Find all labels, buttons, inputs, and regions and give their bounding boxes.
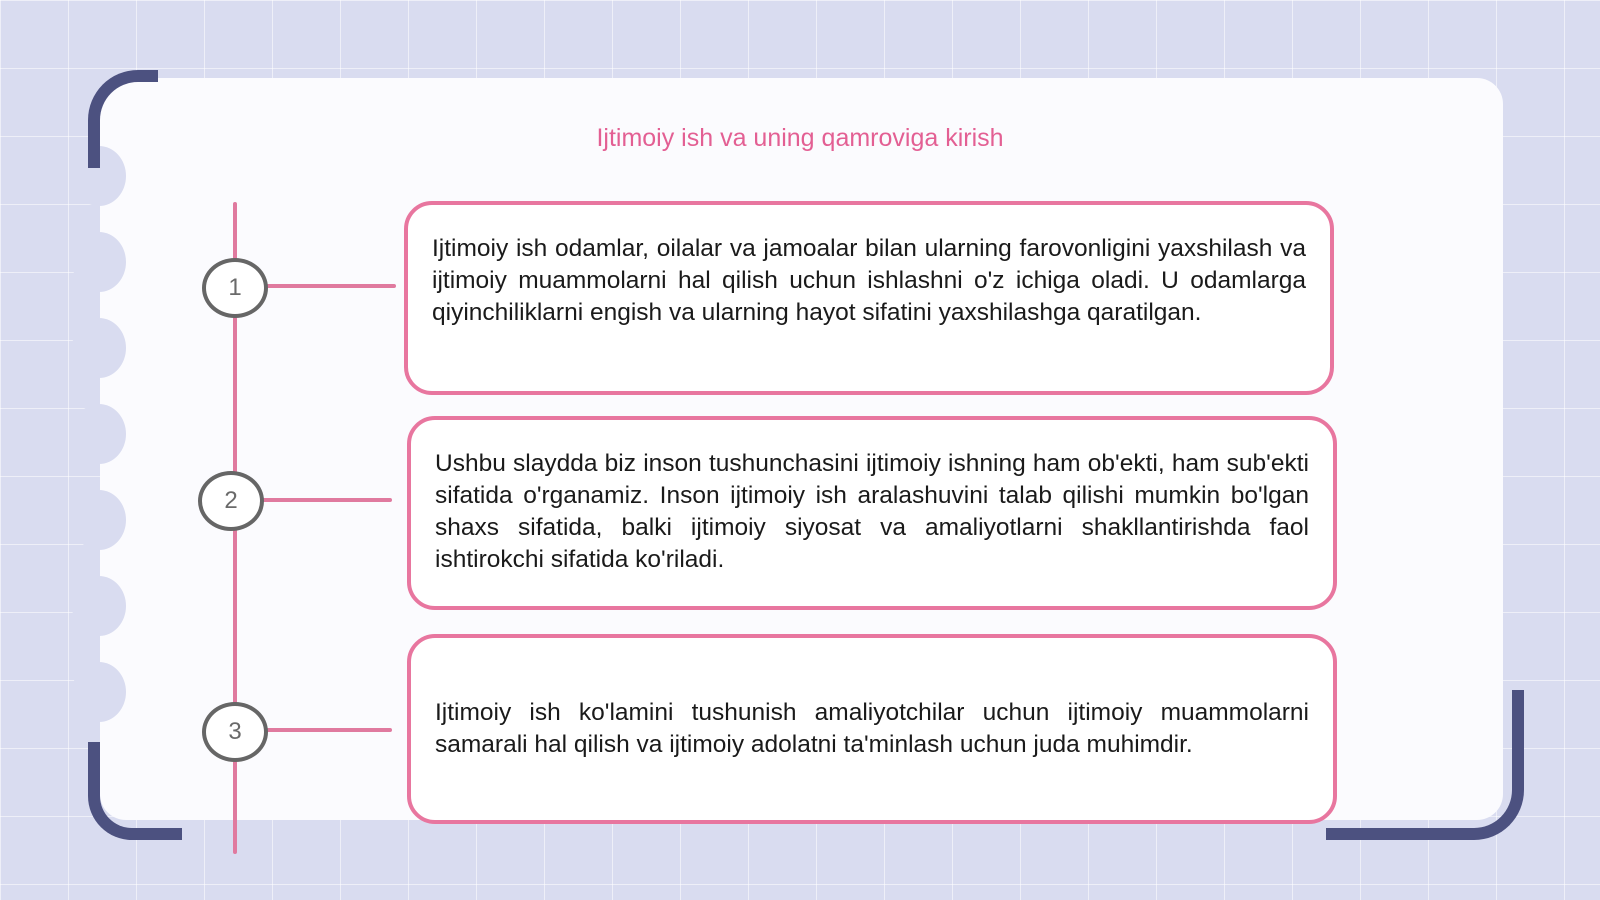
timeline-connector — [266, 728, 392, 732]
card-text: Ijtimoiy ish ko'lamini tushunish amaliyotchilar uchun ijtimoiy muammolarni samarali hal qilish va ijtimoiy adolatni ta'minlash uchun juda muhimdir. — [435, 699, 1309, 758]
content-card-2 — [407, 416, 1337, 610]
paper-notch — [72, 404, 126, 464]
slide-title: Ijtimoiy ish va uning qamroviga kirish — [596, 124, 1004, 152]
paper-notch — [72, 576, 126, 636]
card-text: Ijtimoiy ish odamlar, oilalar va jamoalar bilan ularning farovonligini yaxshilash va ijtimoiy muammolarni hal qilish uchun ishlashni o'z ichiga oladi. U odamlarga qiyinchiliklarni engish va ularning hayot sifatini yaxshilashga qaratilgan. — [432, 235, 1306, 326]
paper-notch — [72, 490, 126, 550]
paper-notch — [72, 318, 126, 378]
frame-corner-top-left — [88, 70, 158, 168]
paper-notch — [72, 662, 126, 722]
timeline-connector — [266, 284, 396, 288]
timeline-connector — [262, 498, 392, 502]
content-card-1 — [404, 201, 1334, 395]
timeline-node-1: 1 — [202, 258, 268, 318]
frame-corner-bottom-left — [88, 742, 182, 840]
card-text: Ushbu slaydda biz inson tushunchasini ijtimoiy ishning ham ob'ekti, ham sub'ekti sifatida o'rganamiz. Inson ijtimoiy ish aralashuvini talab qilishi mumkin bo'lgan shaxs sifatida, balki ijtimoiy siyosat va amaliyotlarni shakllantirishda faol ishtirokchi sifatida ko'riladi. — [435, 450, 1309, 573]
frame-corner-bottom-right — [1326, 690, 1524, 840]
content-card-3 — [407, 634, 1337, 824]
timeline-node-2: 2 — [198, 471, 264, 531]
timeline-node-3: 3 — [202, 702, 268, 762]
paper-notch — [72, 232, 126, 292]
